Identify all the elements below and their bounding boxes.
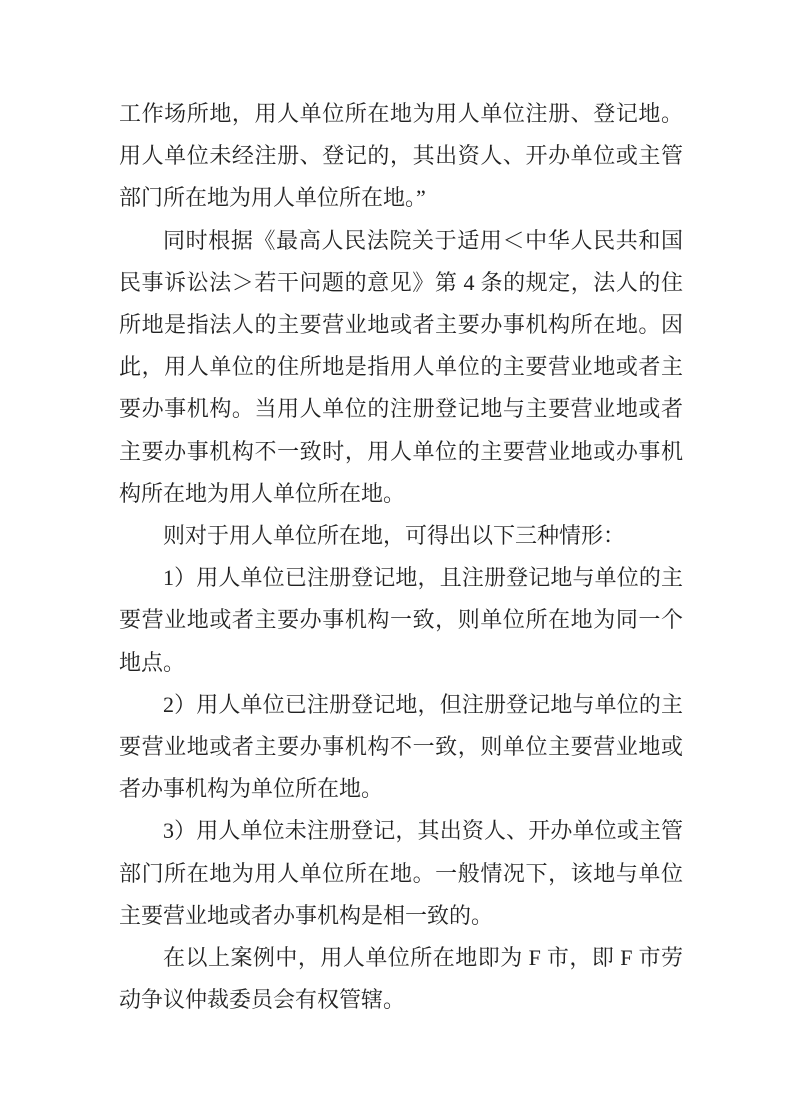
text-line: 主要办事机构不一致时，用人单位的主要营业地或办事机	[119, 438, 683, 464]
text-line: 要办事机构。当用人单位的注册登记地与主要营业地或者	[119, 396, 683, 422]
text-line: 2）用人单位已注册登记地，但注册登记地与单位的主	[163, 691, 683, 717]
text-line: 3）用人单位未注册登记，其出资人、开办单位或主管	[163, 818, 683, 844]
text-line: 同时根据《最高人民法院关于适用＜中华人民共和国	[163, 227, 683, 253]
text-line: 则对于用人单位所在地，可得出以下三种情形：	[163, 523, 626, 549]
text-line: 工作场所地，用人单位所在地为用人单位注册、登记地。	[119, 101, 683, 126]
text-column	[119, 93, 683, 1021]
text-line: 动争议仲裁委员会有权管辖。	[119, 987, 406, 1013]
text-line: 主要营业地或者办事机构是相一致的。	[119, 902, 494, 928]
text-line: 在以上案例中，用人单位所在地即为 F 市，即 F 市劳	[163, 945, 683, 971]
text-line: 地点。	[119, 649, 186, 675]
text-line: 此，用人单位的住所地是指用人单位的主要营业地或者主	[119, 354, 683, 380]
text-line: 民事诉讼法＞若干问题的意见》第 4 条的规定，法人的住	[119, 269, 683, 295]
text-line: 部门所在地为用人单位所在地。一般情况下，该地与单位	[119, 860, 683, 886]
text-line: 者办事机构为单位所在地。	[119, 776, 384, 802]
text-line: 1）用人单位已注册登记地，且注册登记地与单位的主	[163, 565, 683, 591]
text-line: 要营业地或者主要办事机构一致，则单位所在地为同一个	[119, 607, 683, 633]
text-line: 部门所在地为用人单位所在地。”	[119, 185, 426, 211]
text-line: 所地是指法人的主要营业地或者主要办事机构所在地。因	[119, 312, 683, 338]
text-line: 要营业地或者主要办事机构不一致，则单位主要营业地或	[119, 734, 683, 760]
text-line: 构所在地为用人单位所在地。	[119, 480, 406, 506]
text-line: 用人单位未经注册、登记的，其出资人、开办单位或主管	[119, 143, 683, 169]
